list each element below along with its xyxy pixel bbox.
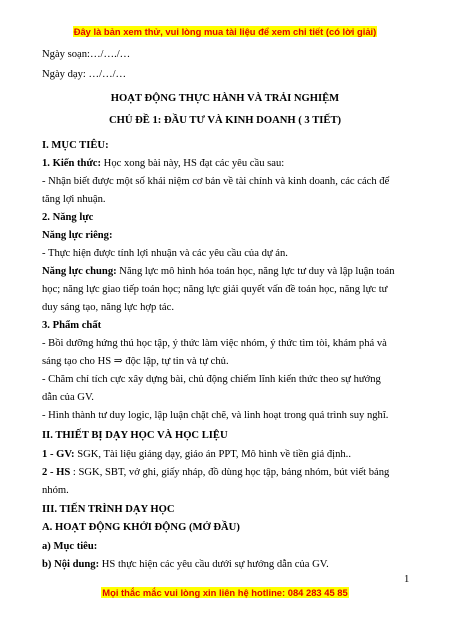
content-text: HS thực hiện các yêu cầu dưới sự hướng dẫn của GV. <box>99 559 329 570</box>
quality-item-1: - Bồi dưỡng hứng thú học tập, ý thức làm việc nhóm, ý thức tìm tòi, khám phá và <box>42 338 387 349</box>
competence-heading: 2. Năng lực <box>42 212 94 223</box>
general-competence-label: Năng lực chung: <box>42 266 117 277</box>
general-competence-cont-1: học; năng lực giao tiếp toán học; năng lực giải quyết vấn đề toán học, năng lực tư <box>42 284 388 295</box>
teacher-label: 1 - GV: <box>42 449 75 460</box>
knowledge-text: Học xong bài này, HS đạt các yêu cầu sau: <box>101 158 285 169</box>
knowledge-item: - Nhận biết được một số khái niệm cơ bản về tài chính và kinh doanh, các cách để <box>42 176 390 187</box>
student-materials-cont: nhóm. <box>42 485 69 496</box>
knowledge-line <box>42 157 284 171</box>
date-taught: Ngày dạy: …/…/… <box>42 69 127 80</box>
hotline-banner: Mọi thắc mắc vui lòng xin liên hệ hotline: 084 283 45 85 <box>102 587 348 598</box>
date-prepared: Ngày soạn:…/…./… <box>42 49 131 60</box>
quality-heading: 3. Phẩm chất <box>42 320 102 331</box>
quality-item-3: - Hình thành tư duy logic, lập luận chặt chẽ, và linh hoạt trong quá trình suy nghĩ. <box>42 410 389 421</box>
quality-item-1-cont: sáng tạo cho HS ⇒ độc lập, tự tin và tự chủ. <box>42 356 229 367</box>
student-materials-text: : SGK, SBT, vở ghi, giấy nháp, đồ dùng học tập, bảng nhóm, bút viết bảng <box>70 467 390 478</box>
general-competence-cont-2: duy sáng tạo, năng lực hợp tác. <box>42 302 174 313</box>
specific-competence-heading: Năng lực riêng: <box>42 230 113 241</box>
activity-a-heading: A. HOẠT ĐỘNG KHỞI ĐỘNG (MỞ ĐẦU) <box>42 522 240 533</box>
document-title: HOẠT ĐỘNG THỰC HÀNH VÀ TRẢI NGHIỆM <box>110 93 340 104</box>
general-competence-text: Năng lực mô hình hóa toán học, năng lực tư duy và lập luận toán <box>116 266 395 277</box>
general-competence-line <box>42 265 395 279</box>
specific-competence-item: - Thực hiện được tính lợi nhuận và các yêu cầu của dự án. <box>42 248 288 259</box>
topic-title: CHỦ ĐỀ 1: ĐẦU TƯ VÀ KINH DOANH ( 3 TIẾT) <box>108 115 342 126</box>
student-materials <box>42 466 389 480</box>
content-line <box>42 558 329 572</box>
preview-notice-banner: Đây là bản xem thử, vui lòng mua tài liệu để xem chi tiết (có lời giải) <box>73 26 377 37</box>
section-objectives-heading: I. MỤC TIÊU: <box>42 140 109 151</box>
section-process-heading: III. TIẾN TRÌNH DẠY HỌC <box>42 504 175 515</box>
page-number: 1 <box>404 574 410 585</box>
teacher-materials <box>42 448 351 462</box>
knowledge-item-cont: tăng lợi nhuận. <box>42 194 106 205</box>
teacher-materials-text: SGK, Tài liệu giảng dạy, giáo án PPT, Mô hình về tiền giả định.. <box>74 449 351 460</box>
section-equipment-heading: II. THIẾT BỊ DẠY HỌC VÀ HỌC LIỆU <box>42 430 228 441</box>
student-label: 2 - HS <box>42 467 71 478</box>
content-label: b) Nội dung: <box>42 559 100 570</box>
goal-label: a) Mục tiêu: <box>42 541 98 552</box>
quality-item-2: - Chăm chỉ tích cực xây dựng bài, chủ động chiếm lĩnh kiến thức theo sự hướng <box>42 374 381 385</box>
quality-item-2-cont: dẫn của GV. <box>42 392 94 403</box>
knowledge-label: 1. Kiến thức: <box>42 158 102 169</box>
